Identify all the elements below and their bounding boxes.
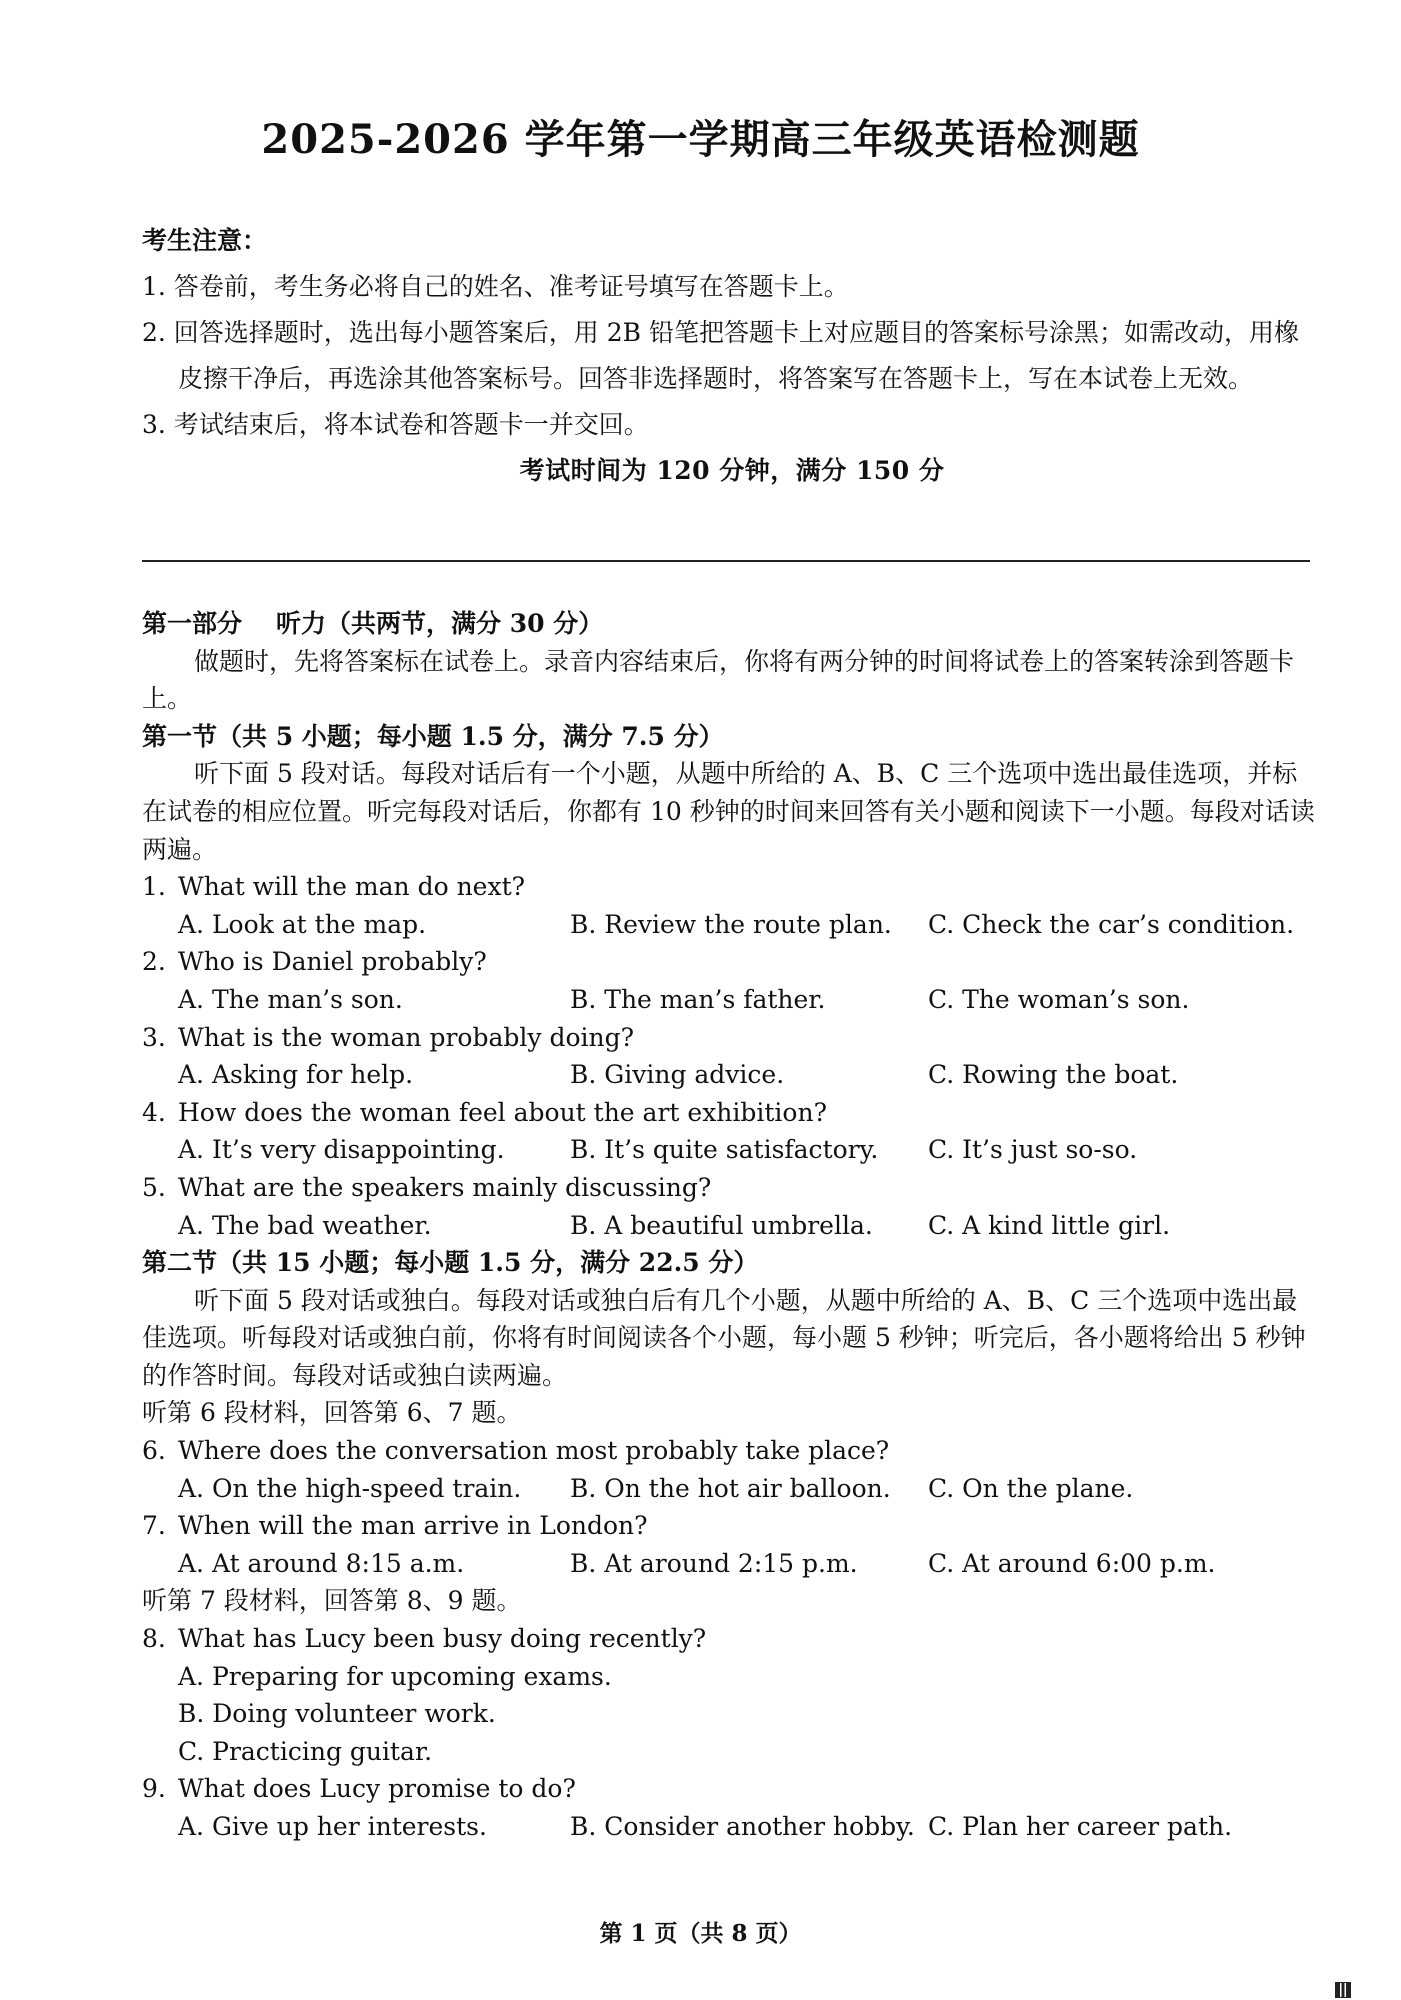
question-text: Who is Daniel probably? [178,947,487,977]
question-4 [142,1094,1322,1132]
question-9-options [142,1808,1322,1846]
question-number: 8. [142,1624,166,1654]
question-text: What has Lucy been busy doing recently? [178,1624,707,1654]
option-b: B. At around 2:15 p.m. [570,1548,858,1578]
section-two-instruction: 听下面 5 段对话或独白。每段对话或独白后有几个小题，从题中所给的 A、B、C 三个选项中选出最佳选项。听每段对话或独白前，你将有时间阅读各个小题，每小题 5 秒钟；听完后，各小题将给出 5 秒钟的作答时间。每段对话或独白读两遍。 [142,1285,1306,1390]
question-6 [142,1432,1322,1470]
question-7 [142,1507,1322,1545]
section-one-instruction: 听下面 5 段对话。每段对话后有一个小题，从题中所给的 A、B、C 三个选项中选出最佳选项，并标在试卷的相应位置。听完每段对话后，你都有 10 秒钟的时间来回答有关小题和阅读下一小题。每段对话读两遍。 [142,759,1315,864]
option-a: A. Look at the map. [178,909,427,939]
question-2-options [142,981,1322,1019]
listening-part [142,605,1322,1846]
question-number: 1. [142,872,166,902]
question-number: 3. [142,1022,166,1052]
option-c: C. Rowing the boat. [928,1060,1179,1090]
exam-time-note: 考试时间为 120 分钟，满分 150 分 [519,456,945,485]
part-one-heading [142,605,1322,643]
option-c: C. A kind little girl. [928,1210,1171,1240]
option-c: C. At around 6:00 p.m. [928,1548,1216,1578]
option-b: B. A beautiful umbrella. [570,1210,873,1240]
page-footer: 第 1 页（共 8 页） [599,1920,802,1947]
question-number: 4. [142,1097,166,1127]
option-b: B. It’s quite satisfactory. [570,1135,879,1165]
question-5-options [142,1207,1322,1245]
question-number: 6. [142,1436,166,1466]
question-text: What are the speakers mainly discussing? [178,1172,712,1202]
question-number: 9. [142,1774,166,1804]
question-8 [142,1620,1322,1658]
question-2 [142,943,1322,981]
notice-item-3: 3. 考试结束后，将本试卷和答题卡一并交回。 [142,410,649,439]
divider-line [142,560,1310,562]
question-number: 5. [142,1172,166,1202]
option-c: C. On the plane. [928,1473,1134,1503]
notice-item-1: 1. 答卷前，考生务必将自己的姓名、准考证号填写在答题卡上。 [142,272,849,301]
question-text: What will the man do next? [178,872,526,902]
qr-code-icon [1335,1982,1351,1998]
question-1-options [142,906,1322,944]
option-a: A. Asking for help. [178,1060,414,1090]
question-9 [142,1770,1322,1808]
option-c: C. Plan her career path. [928,1812,1233,1841]
option-b: B. Consider another hobby. [570,1812,915,1841]
question-text: How does the woman feel about the art exhibition? [178,1097,827,1127]
question-4-options [142,1131,1322,1169]
option-a: A. Give up her interests. [178,1812,487,1841]
candidate-notice [142,218,1322,494]
question-text: Where does the conversation most probably take place? [178,1436,890,1466]
option-a: A. Preparing for upcoming exams. [178,1661,612,1691]
exam-title: 2025-2026 学年第一学期高三年级英语检测题 [261,116,1140,163]
question-7-options [142,1545,1322,1583]
option-b: B. The man’s father. [570,984,826,1014]
option-b: B. On the hot air balloon. [570,1473,891,1503]
question-text: When will the man arrive in London? [178,1511,648,1541]
question-number: 2. [142,947,166,977]
question-text: What does Lucy promise to do? [178,1774,576,1804]
option-a: A. The man’s son. [178,984,403,1014]
notice-item-2: 2. 回答选择题时，选出每小题答案后，用 2B 铅笔把答题卡上对应题目的答案标号涂黑；如需改动，用橡皮擦干净后，再选涂其他答案标号。回答非选择题时，将答案写在答题卡上，写在本试卷上无效。 [142,318,1299,393]
option-b: B. Doing volunteer work. [178,1699,496,1729]
question-text: What is the woman probably doing? [178,1022,635,1052]
option-c: C. The woman’s son. [928,984,1190,1014]
question-6-options [142,1470,1322,1508]
option-c: C. Check the car’s condition. [928,909,1295,939]
material-6-note: 听第 6 段材料，回答第 6、7 题。 [142,1398,522,1428]
option-c: C. It’s just so-so. [928,1135,1138,1165]
notice-heading: 考生注意： [142,226,268,255]
part-one-title: 听力（共两节，满分 30 分） [276,609,604,638]
option-c: C. Practicing guitar. [178,1736,433,1766]
part-one-instruction: 做题时，先将答案标在试卷上。录音内容结束后，你将有两分钟的时间将试卷上的答案转涂到答题卡上。 [142,646,1295,714]
option-a: A. The bad weather. [178,1210,432,1240]
option-b: B. Giving advice. [570,1060,785,1090]
question-5 [142,1169,1322,1207]
material-7-note: 听第 7 段材料，回答第 8、9 题。 [142,1586,522,1616]
option-a: A. On the high-speed train. [178,1473,522,1503]
option-b: B. Review the route plan. [570,909,892,939]
question-1 [142,868,1322,906]
option-a: A. At around 8:15 a.m. [178,1548,465,1578]
question-3-options [142,1056,1322,1094]
section-two-heading: 第二节（共 15 小题；每小题 1.5 分，满分 22.5 分） [142,1248,759,1278]
option-a: A. It’s very disappointing. [178,1135,505,1165]
section-one-heading: 第一节（共 5 小题；每小题 1.5 分，满分 7.5 分） [142,721,724,751]
question-number: 7. [142,1511,166,1541]
question-3 [142,1019,1322,1057]
part-one-label: 第一部分 [142,609,243,638]
